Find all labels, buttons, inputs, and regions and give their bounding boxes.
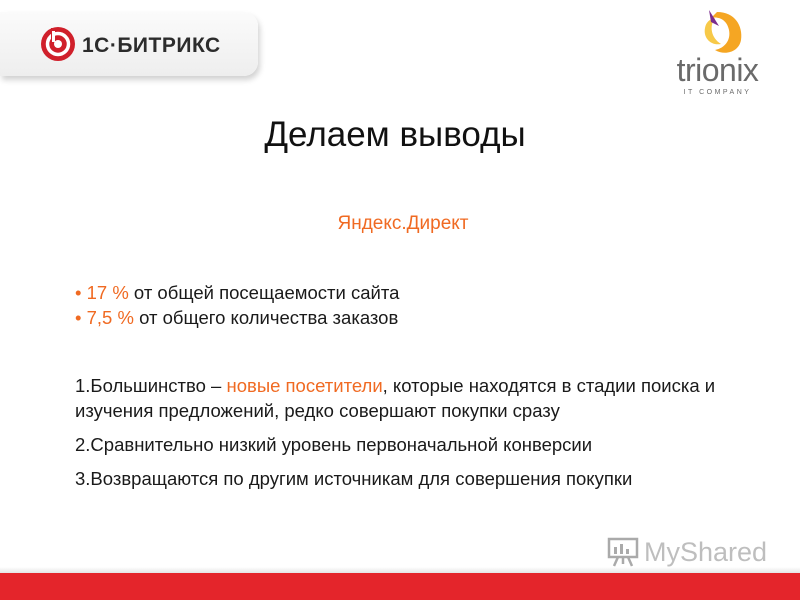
numbered-item: 2.Сравнительно низкий уровень первоначальной конверсии (75, 434, 593, 455)
bullet-text: от общей посещаемости сайта (128, 282, 400, 303)
bullet-list (75, 280, 399, 330)
item-text: 1.Большинство – (75, 375, 227, 396)
bullet-item (75, 280, 399, 305)
item-highlight: новые посетители (226, 375, 383, 396)
bar-shadow (0, 567, 800, 573)
bullet-highlight: 17 % (86, 282, 129, 303)
trionix-tagline: IT COMPANY (683, 89, 752, 96)
bullet-marker: • (75, 307, 82, 328)
numbered-list (75, 373, 725, 500)
bitrix-logo-text: 1С·БИТРИКС (82, 34, 221, 57)
numbered-item: 3.Возвращаются по другим источникам для совершения покупки (75, 468, 633, 489)
bullet-text: от общего количества заказов (133, 307, 399, 328)
presentation-board-icon (606, 536, 640, 568)
trionix-logo (665, 8, 770, 100)
slide-title: Делаем выводы (264, 115, 526, 154)
item-text: , которые находятся в стадии поиска и изучения предложений, редко совершают покупки сразу (75, 375, 716, 421)
bottom-red-bar (0, 573, 800, 600)
myshared-watermark (606, 535, 767, 569)
bullet-item (75, 305, 399, 330)
trionix-wordmark: trionix (676, 52, 759, 88)
numbered-item (75, 373, 725, 423)
bullet-marker: • (75, 282, 82, 303)
trionix-emblem-icon (665, 8, 770, 58)
bitrix-logo-icon (40, 26, 76, 62)
bitrix-logo-tab (0, 12, 258, 76)
bullet-highlight: 7,5 % (86, 307, 134, 328)
slide-subtitle: Яндекс.Директ (337, 213, 469, 234)
watermark-text: MyShared (644, 536, 768, 567)
